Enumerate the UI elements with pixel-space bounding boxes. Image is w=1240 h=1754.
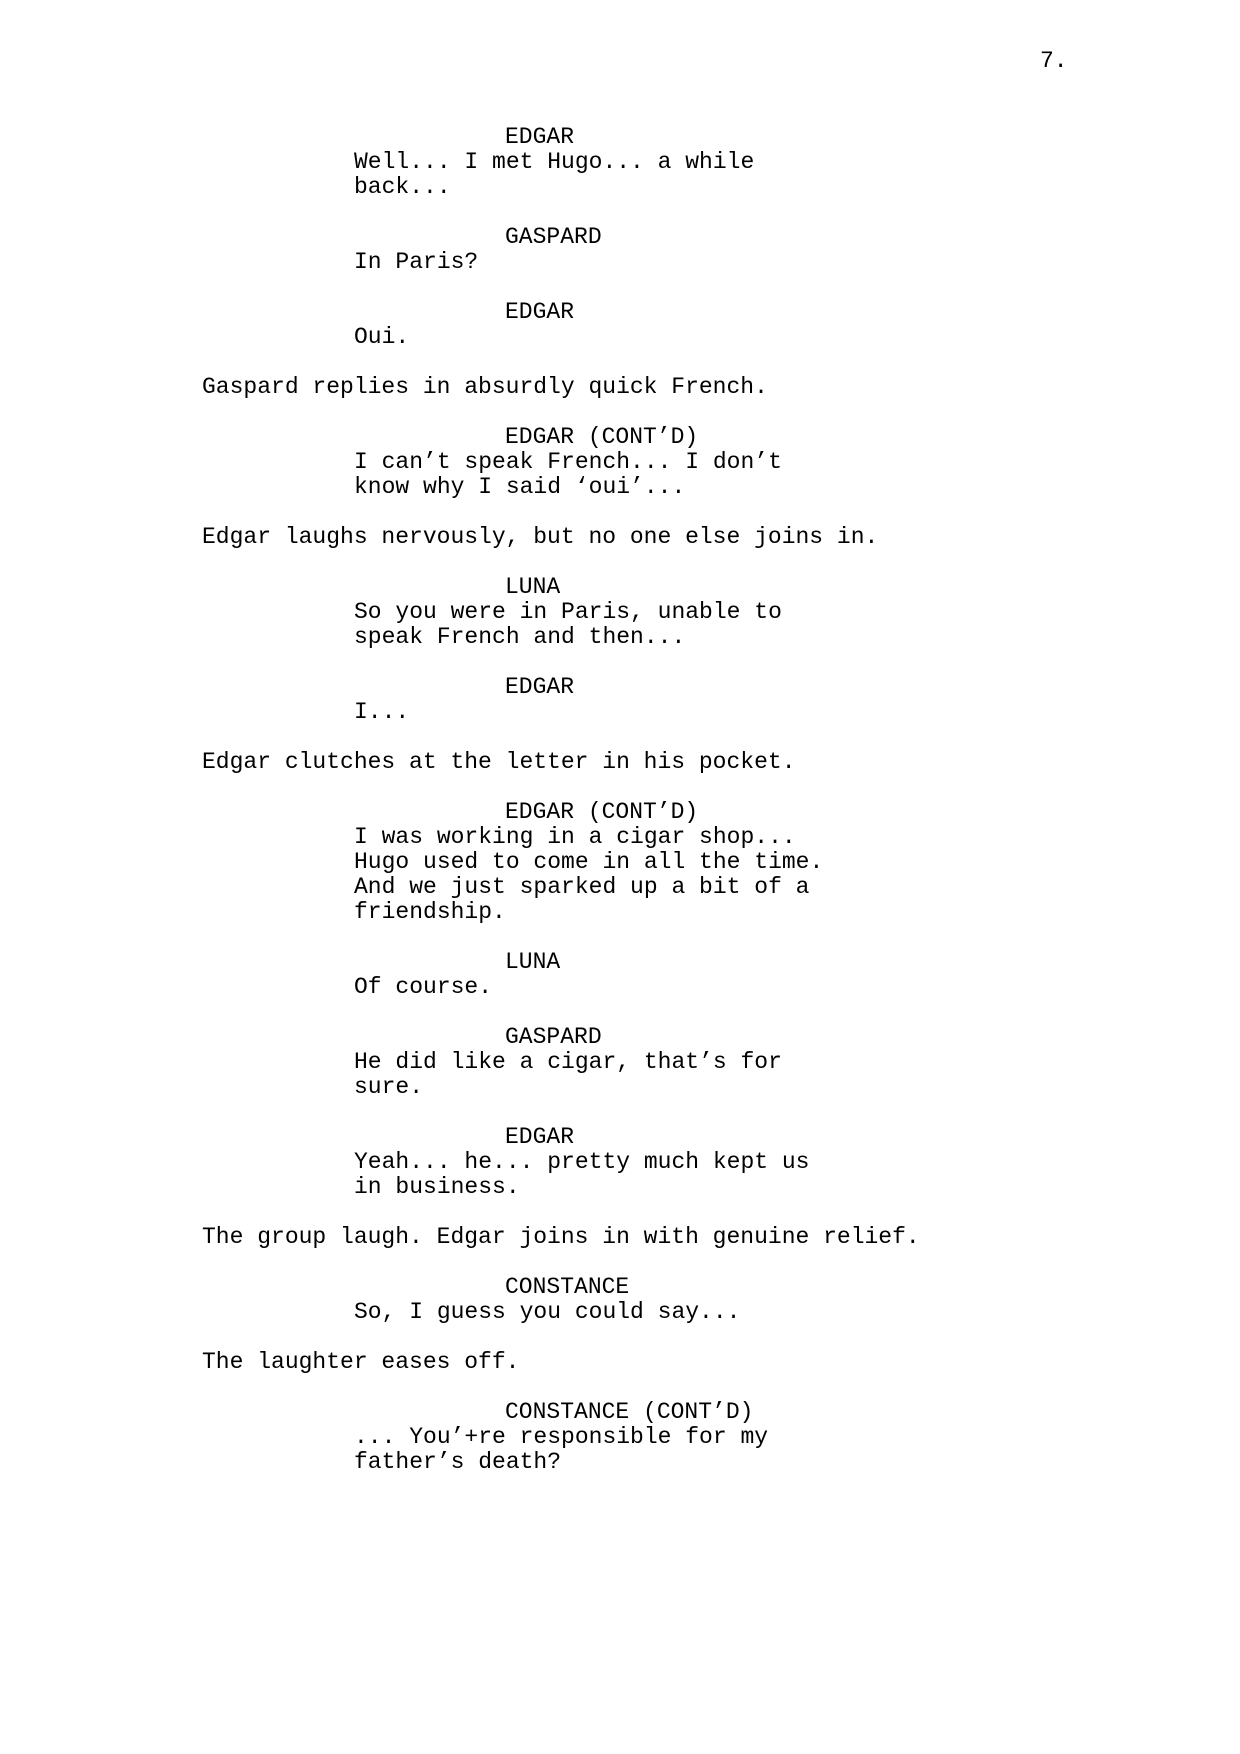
character-cue: EDGAR (CONT’D) xyxy=(505,799,699,825)
character-cue: EDGAR xyxy=(505,1124,575,1150)
character-cue: LUNA xyxy=(505,574,561,600)
action-line: The laughter eases off. xyxy=(202,1349,520,1375)
character-cue: GASPARD xyxy=(505,224,602,250)
page-number: 7. xyxy=(1040,48,1068,74)
character-cue: CONSTANCE xyxy=(505,1274,630,1300)
character-cue: EDGAR xyxy=(505,674,575,700)
dialogue-block: I can’t speak French... I don’t know why I said ‘oui’... xyxy=(354,449,782,500)
screenplay-body xyxy=(0,125,1240,1500)
dialogue-block: I... xyxy=(354,699,410,725)
action-line: The group laugh. Edgar joins in with genuine relief. xyxy=(202,1224,920,1250)
dialogue-block: Well... I met Hugo... a while back... xyxy=(354,149,755,200)
character-cue: EDGAR (CONT’D) xyxy=(505,424,699,450)
character-cue: LUNA xyxy=(505,949,561,975)
dialogue-block: Of course. xyxy=(354,974,493,1000)
dialogue-block: Oui. xyxy=(354,324,410,350)
dialogue-block: I was working in a cigar shop... Hugo used to come in all the time. And we just sparked up a bit of a friendship. xyxy=(354,824,824,925)
dialogue-block: So, I guess you could say... xyxy=(354,1299,741,1325)
action-line: Gaspard replies in absurdly quick French. xyxy=(202,374,768,400)
dialogue-block: He did like a cigar, that’s for sure. xyxy=(354,1049,782,1100)
dialogue-block: Yeah... he... pretty much kept us in business. xyxy=(354,1149,810,1200)
character-cue: CONSTANCE (CONT’D) xyxy=(505,1399,754,1425)
action-line: Edgar laughs nervously, but no one else joins in. xyxy=(202,524,879,550)
character-cue: EDGAR xyxy=(505,124,575,150)
character-cue: EDGAR xyxy=(505,299,575,325)
dialogue-block: So you were in Paris, unable to speak French and then... xyxy=(354,599,782,650)
dialogue-block: ... You’+re responsible for my father’s death? xyxy=(354,1424,769,1475)
action-line: Edgar clutches at the letter in his pocket. xyxy=(202,749,796,775)
character-cue: GASPARD xyxy=(505,1024,602,1050)
dialogue-block: In Paris? xyxy=(354,249,479,275)
